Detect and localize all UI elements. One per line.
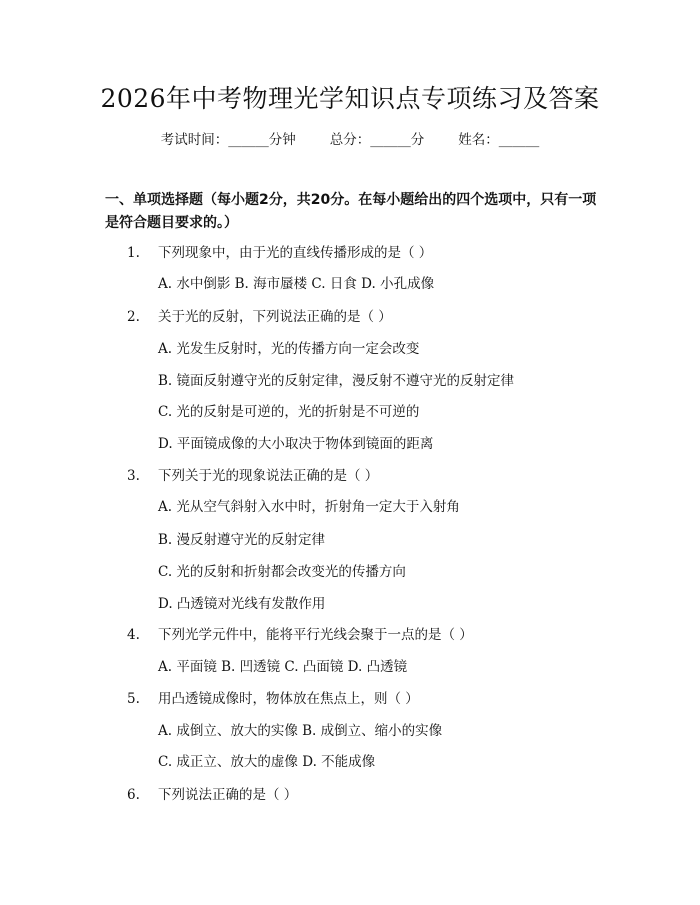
question-number: 5. [127, 691, 140, 707]
option-line: A. 光发生反射时，光的传播方向一定会改变 [158, 341, 420, 357]
option-line: C. 光的反射和折射都会改变光的传播方向 [158, 564, 406, 580]
question-text: 下列光学元件中，能将平行光线会聚于一点的是（ ） [158, 627, 473, 643]
question-item [127, 625, 647, 645]
question-item [127, 785, 647, 805]
question-text: 关于光的反射，下列说法正确的是（ ） [158, 309, 392, 325]
question-text: 用凸透镜成像时，物体放在焦点上，则（ ） [158, 691, 419, 707]
question-text: 下列关于光的现象说法正确的是（ ） [158, 468, 379, 484]
question-item [127, 243, 647, 263]
question-item [127, 689, 647, 709]
question-number: 4. [127, 627, 140, 643]
total-score-field: 总分：______分 [329, 132, 425, 148]
question-item [127, 466, 647, 486]
option-line: C. 成正立、放大的虚像 D. 不能成像 [158, 754, 376, 770]
option-line: C. 光的反射是可逆的，光的折射是不可逆的 [158, 404, 420, 420]
option-line: A. 水中倒影 B. 海市蜃楼 C. 日食 D. 小孔成像 [158, 276, 435, 292]
question-number: 1. [127, 245, 140, 261]
page-title: 2026年中考物理光学知识点专项练习及答案 [100, 84, 600, 113]
question-text: 下列现象中，由于光的直线传播形成的是（ ） [158, 245, 433, 261]
option-line: A. 成倒立、放大的实像 B. 成倒立、缩小的实像 [158, 723, 443, 739]
option-line: A. 光从空气斜射入水中时，折射角一定大于入射角 [158, 499, 460, 515]
option-line: B. 漫反射遵守光的反射定律 [158, 532, 326, 548]
option-line: D. 凸透镜对光线有发散作用 [158, 596, 326, 612]
question-item [127, 307, 647, 327]
section-heading: 一、单项选择题（每小题2分，共20分。在每小题给出的四个选项中，只有一项是符合题目要求的。） [105, 192, 597, 231]
option-line: D. 平面镜成像的大小取决于物体到镜面的距离 [158, 436, 434, 452]
question-number: 2. [127, 309, 140, 325]
student-name-field: 姓名：______ [458, 132, 540, 148]
option-line: B. 镜面反射遵守光的反射定律，漫反射不遵守光的反射定律 [158, 373, 515, 389]
option-line: A. 平面镜 B. 凹透镜 C. 凸面镜 D. 凸透镜 [158, 659, 408, 675]
question-number: 6. [127, 787, 140, 803]
exam-info-line [0, 130, 700, 150]
question-number: 3. [127, 468, 140, 484]
question-text: 下列说法正确的是（ ） [158, 787, 298, 803]
exam-time-field: 考试时间：______分钟 [160, 132, 296, 148]
